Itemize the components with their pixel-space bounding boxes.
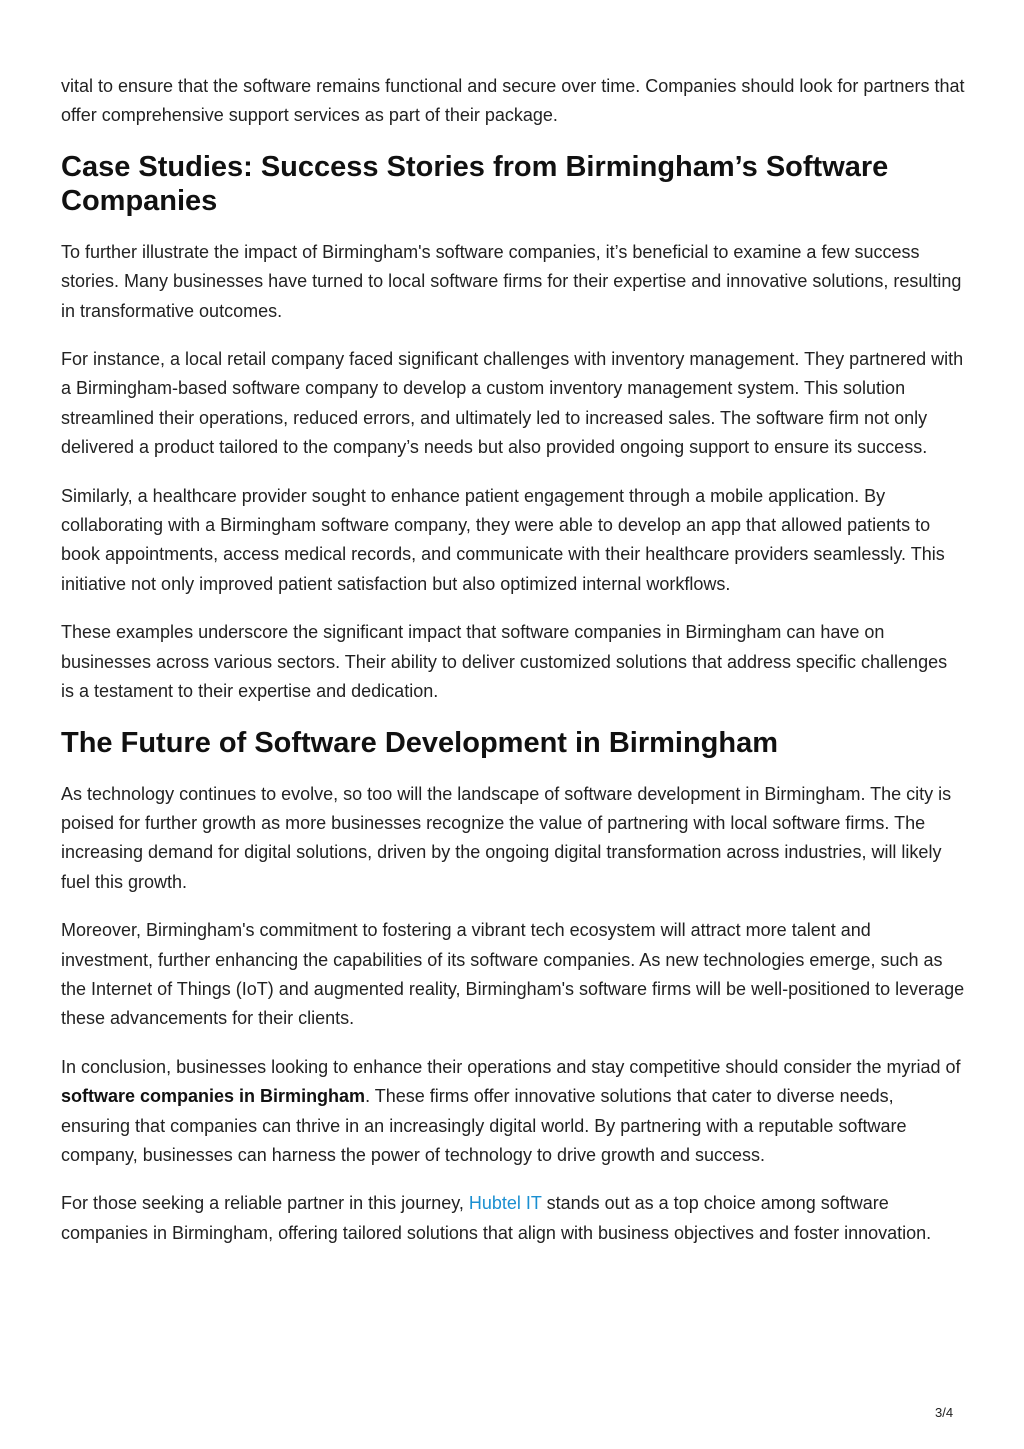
conclusion-paragraph bbox=[61, 1053, 965, 1171]
future-heading: The Future of Software Development in Birmingham bbox=[61, 726, 779, 759]
hubtel-it-link[interactable]: Hubtel IT bbox=[468, 1193, 542, 1214]
document-page bbox=[61, 72, 965, 1267]
conclusion-bold-keyword: software companies in Birmingham bbox=[61, 1086, 366, 1107]
future-paragraph-1: As technology continues to evolve, so too will the landscape of software development in Birmingham. The city is poised for further growth as more businesses recognize the value of partnering with local software firms. The increasing demand for digital solutions, driven by the ongoing digital transformation across industries, will likely fuel this growth. bbox=[61, 783, 952, 892]
conclusion-text-end: . These firms offer innovative solutions that cater to diverse needs, ensuring that companies can thrive in an increasingly digital world. By partnering with a reputable software company, businesses can harness the power of technology to drive growth and success. bbox=[61, 1086, 907, 1165]
case-studies-paragraph-3: Similarly, a healthcare provider sought to enhance patient engagement through a mobile application. By collaborating with a Birmingham software company, they were able to develop an app that allowed patients to book appointments, access medical records, and communicate with their healthcare providers seamlessly. This initiative not only improved patient satisfaction but also optimized internal workflows. bbox=[61, 485, 945, 594]
final-text-end: stands out as a top choice among software companies in Birmingham, offering tailored solutions that align with business objectives and foster innovation. bbox=[61, 1193, 932, 1243]
case-studies-paragraph-1: To further illustrate the impact of Birmingham's software companies, it’s beneficial to examine a few success stories. Many businesses have turned to local software firms for their expertise and innovative solutions, resulting in transformative outcomes. bbox=[61, 241, 962, 321]
conclusion-text-start: In conclusion, businesses looking to enhance their operations and stay competitive should consider the myriad of bbox=[61, 1056, 961, 1077]
final-text-start: For those seeking a reliable partner in this journey, bbox=[61, 1193, 469, 1214]
case-studies-paragraph-2: For instance, a local retail company faced significant challenges with inventory management. They partnered with a Birmingham-based software company to develop a custom inventory management system. This solution streamlined their operations, reduced errors, and ultimately led to increased sales. The software firm not only delivered a product tailored to the company’s needs but also provided ongoing support to ensure its success. bbox=[61, 349, 964, 458]
case-studies-paragraph-4: These examples underscore the significant impact that software companies in Birmingham can have on businesses across various sectors. Their ability to deliver customized solutions that address specific challenges is a testament to their expertise and dedication. bbox=[61, 622, 948, 702]
future-paragraph-2: Moreover, Birmingham's commitment to fostering a vibrant tech ecosystem will attract more talent and investment, further enhancing the capabilities of its software companies. As new technologies emerge, such as the Internet of Things (IoT) and augmented reality, Birmingham's software firms will be well-positioned to leverage these advancements for their clients. bbox=[61, 920, 965, 1029]
page-number: 3/4 bbox=[935, 1405, 954, 1420]
intro-paragraph: vital to ensure that the software remains functional and secure over time. Companies should look for partners that offer comprehensive support services as part of their package. bbox=[61, 76, 965, 126]
case-studies-heading: Case Studies: Success Stories from Birmingham’s Software Companies bbox=[61, 150, 889, 217]
final-paragraph bbox=[61, 1189, 965, 1248]
